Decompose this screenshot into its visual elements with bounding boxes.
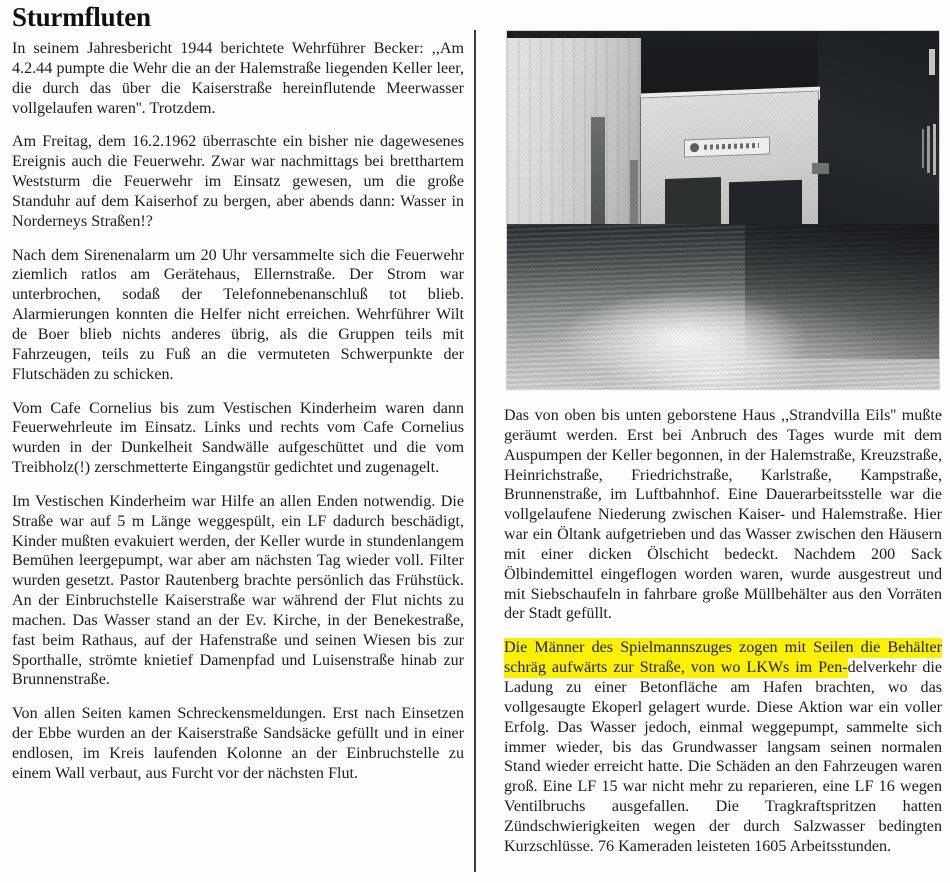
paragraph: In seinem Jahresbericht 1944 berichtete Wehrführer Becker: ,,Am 4.2.44 pumpte die Wehr die an der Halemstraße liegenden Keller leer, die durch das über die Kaiserstraße hereinflutende Meerwasser vollgelaufen waren''. Trotzdem. xyxy=(12,40,464,117)
page-title: Sturmfluten xyxy=(12,2,151,32)
paragraph: Das von oben bis unten geborstene Haus ,,Strandvilla Eils'' mußte geräumt werden. Erst bei Anbruch des Tages wurde mit dem Auspumpen der Keller begonnen, in der Halemstraße, Kreuzstraße, Heinrichstraße, Friedrichstraße, Karlstraße, Kampstraße, Brunnenstraße, im Luftbahnhof. Eine Dauerarbeitsstelle war die vollgelaufene Niederung zwischen Kaiser- und Halemstraße. Hier war ein Öltank aufgetrieben und das Wasser zwischen den Häusern mit einer dicken Ölschicht bedeckt. Nachdem 200 Sack Ölbindemittel eingeflogen worden waren, wurde ausgestreut und mit Siebschaufeln in fahrbare große Müllbehälter aus den Vorräten der Stadt gefüllt. xyxy=(504,407,942,623)
column-divider xyxy=(474,30,476,872)
right-column xyxy=(504,2,942,881)
highlighted-text: Die Männer des Spielmannszuges zogen mit Seilen die Behälter schräg aufwärts zur Straße, von wo LKWs im Pen- xyxy=(504,639,942,677)
flood-photograph xyxy=(506,30,940,390)
photo-content xyxy=(507,31,939,389)
paragraph: Vom Cafe Cornelius bis zum Vestischen Kinderheim waren dann Feuerwehrleute im Einsatz. Links und rechts vom Cafe Cornelius wurden in der Dunkelheit Sandwälle aufgeschüttet und die vom Treibholz(!) zerschmetterte Eingangstür gedichtet und zugenagelt. xyxy=(12,399,464,477)
right-column-body xyxy=(504,406,942,857)
paragraph: Am Freitag, dem 16.2.1962 überraschte ein bisher nie dagewesenes Ereignis auch die Feuerwehr. Zwar war nachmittags bei bretthartem Weststurm die Feuerwehr im Einsatz gewesen, um die große Standuhr auf dem Kaiserhof zu bergen, aber abends dann: Wasser in Norderneys Straßen!? xyxy=(12,133,464,230)
paragraph: Im Vestischen Kinderheim war Hilfe an allen Enden notwendig. Die Straße war auf 5 m Länge weggespült, ein LF dadurch beschädigt, Kinder mußten evakuiert werden, der Keller wurde in stundenlangem Bemühen leergepumpt, war aber am nächsten Tag wieder voll. Filter wurden gesetzt. Pastor Rautenberg brachte persönlich das Frühstück. An der Einbruchstelle Kaiserstraße war während der Flut nichts zu machen. Das Wasser stand an der Ev. Kirche, in der Benekestraße, fast beim Rathaus, auf der Hafenstraße und seinen Wiesen bis zur Sporthalle, strömte knietief Damenpfad und Luisenstraße hinab zur Brunnenstraße. xyxy=(12,492,464,689)
paragraph-remainder: delverkehr die Ladung zu einer Betonfläche am Hafen brachten, wo das vollgesaugte Ekoperl gelagert wurde. Diese Aktion war ein voller Erfolg. Das Wasser jedoch, einmal weggepumpt, sammelte sich immer wieder, bis das Grundwasser langsam seinen normalen Stand wieder erreicht hatte. Die Schäden an den Fahrzeugen waren groß. Eine LF 15 war nicht mehr zu reparieren, eine LF 16 wegen Ventilbruchs ausgefallen. Die Tragkraftspritzen hatten Zündschwierigkeiten wegen der durch Salzwasser bedingten Kurzschlüsse. 76 Kameraden leisteten 1605 Arbeitsstunden. xyxy=(504,659,943,855)
paragraph: Von allen Seiten kamen Schreckensmeldungen. Erst nach Einsetzen der Ebbe wurden an der Kaiserstraße Sandsäcke gefüllt und in einer endlosen, im Kreis laufenden Kolonne an der Einbruchstelle zu einem Wall verbaut, aus Furcht vor der nächsten Flut. xyxy=(12,705,464,782)
paragraph: Nach dem Sirenenalarm um 20 Uhr versammelte sich die Feuerwehr ziemlich ratlos am Gerätehaus, Ellernstraße. Der Strom war unterbrochen, sodaß der Telefonnebenanschluß tot blieb. Alarmierungen konnten die Helfer nicht erreichen. Wehrführer Wilt de Boer blieb nichts anderes übrig, als die Gruppen teils mit Fahrzeugen, teils zu Fuß an die vermuteten Schwerpunkte der Flutschäden zu schicken. xyxy=(12,246,464,383)
left-column xyxy=(12,2,464,881)
photo-film-grain xyxy=(507,31,939,389)
paragraph-highlighted xyxy=(504,638,942,856)
